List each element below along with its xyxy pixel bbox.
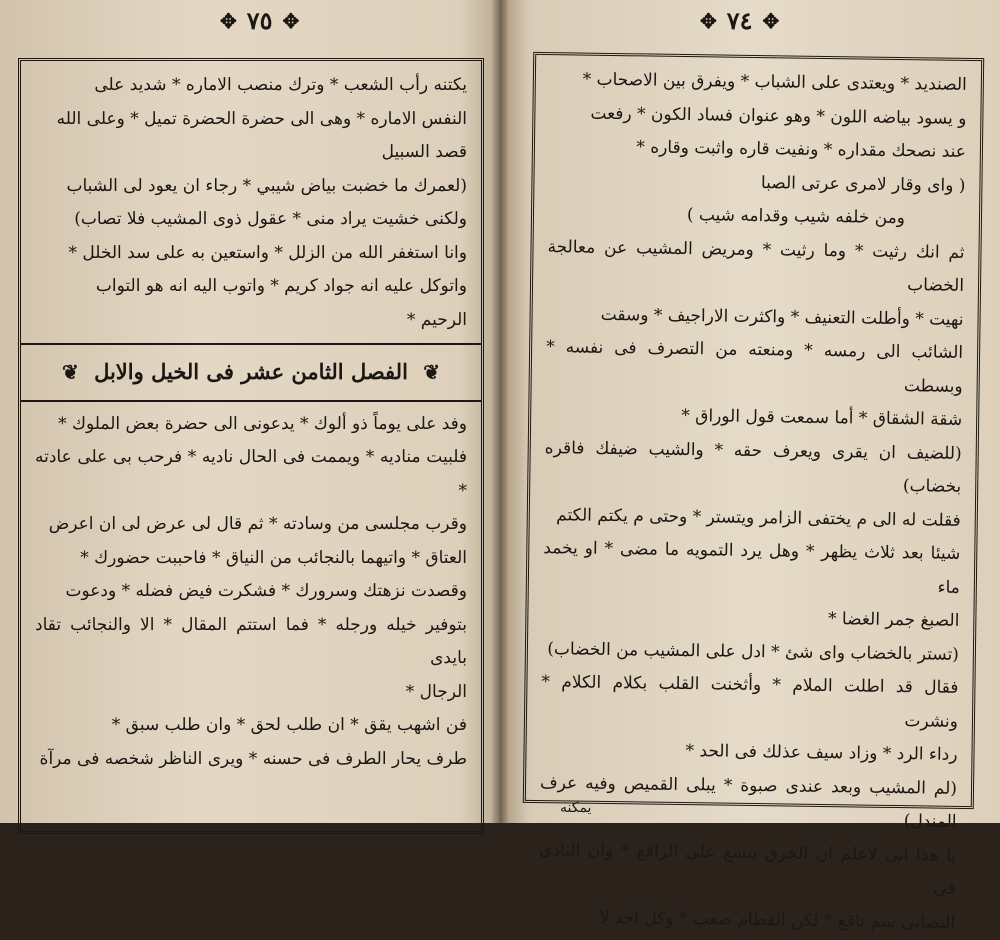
ornament-icon: ❦ [423, 360, 440, 384]
book-gutter [492, 0, 508, 823]
text-line: العتاق * واتيهما بالنجائب من النياق * فاحببت حضورك * [80, 547, 467, 568]
right-text-block [524, 55, 981, 940]
text-line: (لعمرك ما خضبت بياض شيبي * رجاء ان يعود لى الشباب [66, 175, 467, 196]
text-line: عند نصحك مقداره * ونفيت قاره واثبت وقاره * [636, 137, 967, 162]
left-text-block [21, 61, 481, 776]
text-line: فلبيت مناديه * ويممت فى الحال ناديه * فرحب بى على عادته * [35, 447, 467, 501]
text-line: الشائب الى رمسه * ومنعته من التصرف فى نفسه * وبسطت [546, 337, 964, 397]
left-text-frame [18, 58, 484, 834]
text-line: وانا استغفر الله من الزلل * واستعين به على سد الخلل * [68, 242, 467, 263]
text-line: واتوكل عليه انه جواد كريم * واتوب اليه انه هو التواب [95, 276, 467, 296]
right-page [500, 0, 1000, 933]
text-line: فن اشهب يقق * ان طلب لحق * وان طلب سبق * [111, 715, 467, 735]
left-page-number [220, 6, 299, 35]
text-line: شيئا بعد ثلاث يظهر * وهل يرد التمويه ما مضى * او يخمد ماء [543, 538, 961, 598]
poem-line: ( وای وقار لامری عرتی الصبا [760, 172, 966, 196]
ornament-icon: ✥ [220, 8, 237, 33]
text-line: بتوفير خيله ورجله * فما استتم المقال * الا والنجائب تقاد بايدى [35, 614, 467, 668]
text-line: نهيت * وأطلت التعنيف * واكثرت الاراجيف * وسقت [600, 304, 964, 330]
text-line: وقرب مجلسى من وسادته * ثم قال لى عرض لى ان اعرض [48, 514, 467, 534]
text-line: الرجال * [405, 681, 467, 702]
text-line: و يسود بياضه اللون * وهو عنوان فساد الكون * رفعت [590, 103, 967, 129]
text-line: طرف يحار الطرف فى حسنه * ويرى الناظر شخصه فى مرآة [39, 748, 467, 769]
text-line: الصبغ جمر الغضا * [827, 609, 960, 631]
text-line: (لم المشيب وبعد عندى صبوة * يبلى القميص وفيه عرف المندل) [539, 772, 958, 832]
text-line: (للضيف ان يقرى ويعرف حقه * والشيب ضيفك فاقره بخضاب) [544, 437, 962, 497]
ornament-icon: ❦ [61, 360, 79, 384]
ornament-icon: ✥ [762, 8, 780, 33]
page-number-text: ٧٤ [726, 6, 753, 35]
text-line: الرحيم * [406, 309, 467, 330]
text-line: وقصدت نزهتك وسرورك * فشكرت فيض فضله * ودعوت [65, 581, 467, 601]
text-line: الصنديد * ويعتدى على الشباب * ويفرق بين الاصحاب * [582, 69, 967, 95]
text-line: النفس الاماره * وهى الى حضرة الحضرة تميل * وعلى الله [56, 108, 467, 129]
page-number-text: ٧٥ [246, 6, 273, 35]
right-page-number [700, 6, 779, 35]
chapter-heading [21, 349, 481, 402]
text-line: قصد السبيل [381, 142, 467, 162]
catchword: يمكنه [560, 800, 592, 816]
chapter-heading-text: الفصل الثامن عشر فى الخيل والابل [94, 359, 408, 384]
divider [21, 343, 481, 345]
text-line: ولكنى خشيت يراد منى * عقول ذوى المشيب فلا تصاب) [74, 209, 467, 229]
right-text-frame [523, 52, 984, 933]
text-line: فقلت له الى م يختفى الزامر ويتستر * وحتى م يكتم الكتم [556, 504, 961, 531]
text-line: التصابى سم ناقع * لكن الفطام صعب * وكل احد لا [599, 907, 956, 933]
ornament-icon: ✥ [282, 8, 300, 33]
text-line: فقال قد اطلت الملام * وأثخنت القلب بكلام الكلام * ونشرت [541, 672, 959, 732]
ornament-icon: ✥ [700, 8, 717, 33]
poem-line: ومن خلفه شیب وقدامه شیب ) [686, 205, 906, 229]
text-line: رداء الرد * وزاد سيف عذلك فى الحد * [685, 741, 958, 765]
text-line: (تستر بالخضاب وای شئ * ادل على المشيب من الخضاب) [547, 638, 960, 665]
text-line: ثم انك رثيت * وما رثيت * ومريض المشيب عن معالجة الخضاب [547, 236, 965, 296]
text-line: يا هذا انى لاعلم ان الخرق يتسع على الراقع * وان النادى فى [538, 839, 957, 899]
text-line: يكتنه رأب الشعب * وترك منصب الاماره * شديد على [94, 75, 467, 95]
text-line: شقة الشقاق * أما سمعت قول الوراق * [681, 405, 963, 430]
left-page [0, 0, 500, 823]
text-line: وفد على يوماً ذو ألوك * يدعونى الى حضرة بعض الملوك * [58, 413, 467, 434]
